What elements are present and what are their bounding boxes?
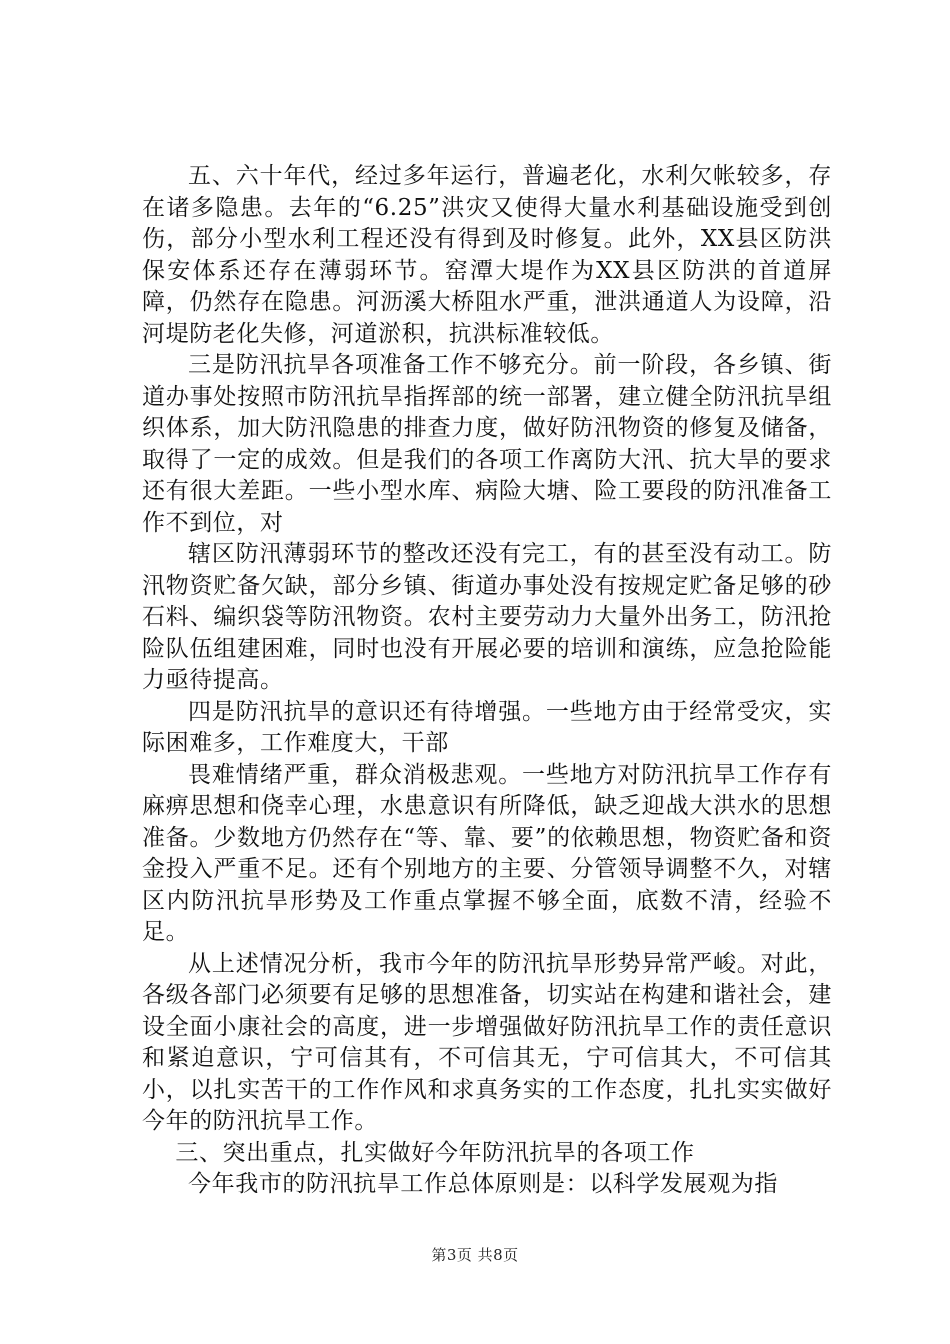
- section-heading-key-work: 三、突出重点，扎实做好今年防汛抗旱的各项工作: [175, 1139, 695, 1166]
- page-footer: 第3页 共8页: [431, 1246, 519, 1264]
- paragraph-aging-infrastructure: 五、六十年代，经过多年运行，普遍老化，水利欠帐较多，存在诸多隐患。去年的“6.25”洪灾又使得大量水利基础设施受到创伤，部分小型水利工程还没有得到及时修复。此外，XX县区防洪保安体系还存在薄弱环节。窑潭大堤作为XX县区防洪的首道屏障，仍然存在隐患。河沥溪大桥阻水严重，泄洪通道人为设障，沿河堤防老化失修，河道淤积，抗洪标准较低。: [142, 163, 832, 347]
- paragraph-preparation-insufficient: 三是防汛抗旱各项准备工作不够充分。前一阶段，各乡镇、街道办事处按照市防汛抗旱指挥部的统一部署，建立健全防汛抗旱组织体系，加大防汛隐患的排查力度，做好防汛物资的修复及储备，取得了一定的成效。但是我们的各项工作离防大汛、抗大旱的要求还有很大差距。一些小型水库、病险大塘、险工要段的防汛准备工作不到位，对: [142, 352, 832, 536]
- paragraph-rectification-incomplete: 辖区防汛薄弱环节的整改还没有完工，有的甚至没有动工。防汛物资贮备欠缺，部分乡镇、街道办事处没有按规定贮备足够的砂石料、编织袋等防汛物资。农村主要劳动力大量外出务工，防汛抢险队伍组建困难，同时也没有开展必要的培训和演练，应急抢险能力亟待提高。: [142, 541, 832, 693]
- paragraph-awareness-weak: 四是防汛抗旱的意识还有待增强。一些地方由于经常受灾，实际困难多，工作难度大，干部: [142, 698, 832, 756]
- document-body: [142, 161, 832, 1201]
- paragraph-overall-principle: 今年我市的防汛抗旱工作总体原则是：以科学发展观为指: [188, 1171, 778, 1197]
- paragraph-fear-of-difficulty: 畏难情绪严重，群众消极悲观。一些地方对防汛抗旱工作存有麻痹思想和侥幸心理，水患意识有所降低，缺乏迎战大洪水的思想准备。少数地方仍然存在“等、靠、要”的依赖思想，物资贮备和资金投入严重不足。还有个别地方的主要、分管领导调整不久，对辖区内防汛抗旱形势及工作重点掌握不够全面，底数不清，经验不足。: [142, 761, 832, 945]
- paragraph-situation-analysis: 从上述情况分析，我市今年的防汛抗旱形势异常严峻。对此，各级各部门必须要有足够的思想准备，切实站在构建和谐社会，建设全面小康社会的高度，进一步增强做好防汛抗旱工作的责任意识和紧迫意识，宁可信其有，不可信其无，宁可信其大，不可信其小，以扎实苦干的工作作风和求真务实的工作态度，扎扎实实做好今年的防汛抗旱工作。: [142, 950, 832, 1134]
